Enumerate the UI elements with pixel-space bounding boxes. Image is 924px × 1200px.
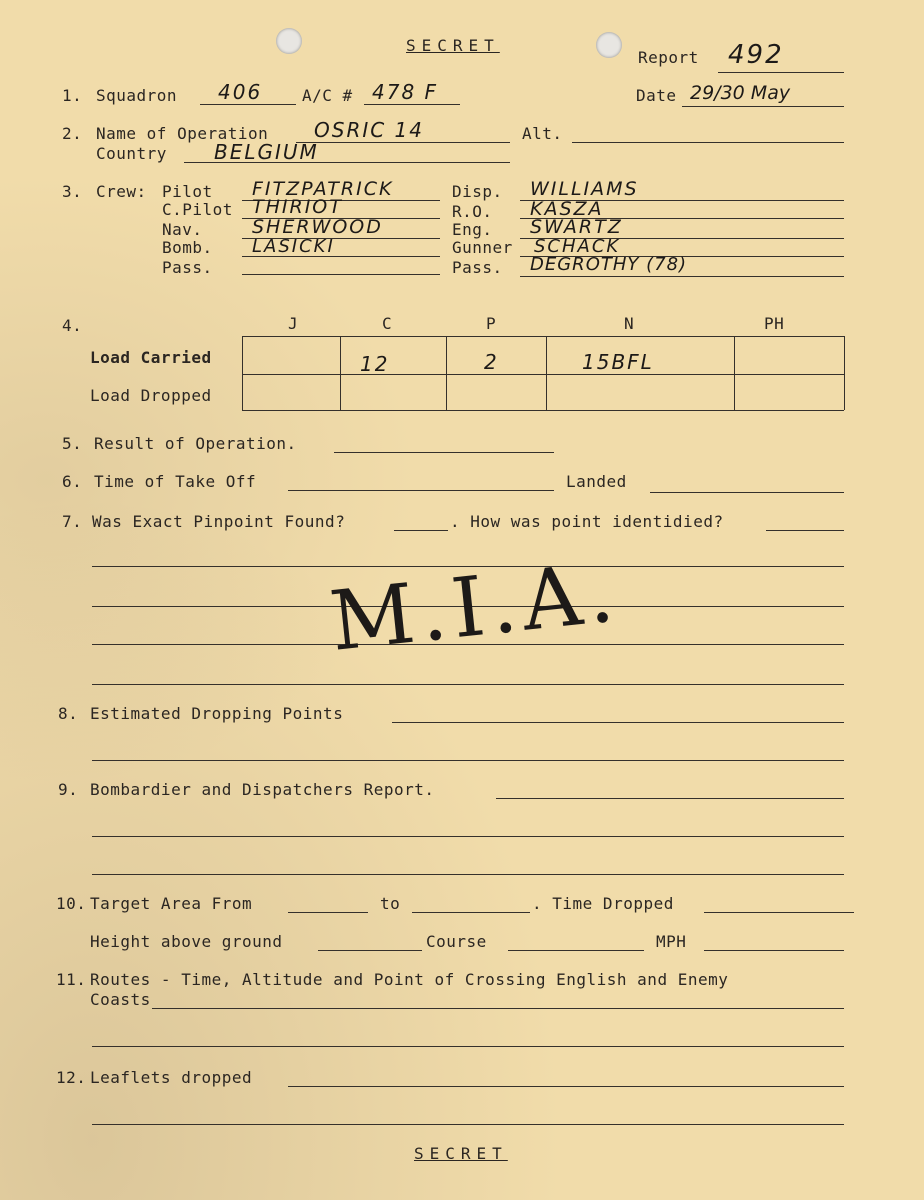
section-10-number: 10. xyxy=(56,894,87,913)
section-11-number: 11. xyxy=(56,970,87,989)
copilot-label: C.Pilot xyxy=(162,200,233,219)
copilot-value: THIRIOT xyxy=(252,196,343,218)
pinpoint-label: Was Exact Pinpoint Found? xyxy=(92,512,346,531)
pass-label: Pass. xyxy=(162,258,213,277)
aircraft-value: 478 F xyxy=(372,80,439,104)
ro-label: R.O. xyxy=(452,202,493,221)
col-c: C xyxy=(382,314,393,333)
nav-value: SHERWOOD xyxy=(252,216,383,238)
leaflets-label: Leaflets dropped xyxy=(90,1068,253,1087)
disp-label: Disp. xyxy=(452,182,503,201)
punch-hole-left xyxy=(276,28,302,54)
col-p: P xyxy=(486,314,497,333)
col-n: N xyxy=(624,314,635,333)
section-1-number: 1. xyxy=(62,86,83,105)
classification-bottom: SECRET xyxy=(414,1144,508,1163)
load-dropped-label: Load Dropped xyxy=(90,386,212,405)
pilot-value: FITZPATRICK xyxy=(252,178,394,200)
section-7-number: 7. xyxy=(62,512,83,531)
to-label: to xyxy=(380,894,401,913)
dropping-points-label: Estimated Dropping Points xyxy=(90,704,344,723)
routes-label-line2: Coasts xyxy=(90,990,151,1009)
operation-label: Name of Operation xyxy=(96,124,269,143)
mph-label: MPH xyxy=(656,932,687,951)
nav-label: Nav. xyxy=(162,220,203,239)
gunner-value: SCHACK xyxy=(534,236,621,257)
country-value: BELGIUM xyxy=(214,140,319,164)
operation-value: OSRIC 14 xyxy=(314,118,425,142)
load-carried-c: 12 xyxy=(360,352,390,376)
col-j: J xyxy=(288,314,299,333)
section-6-number: 6. xyxy=(62,472,83,491)
col-ph: PH xyxy=(764,314,785,333)
load-carried-n: 15BFL xyxy=(582,350,654,374)
section-3-number: 3. xyxy=(62,182,83,201)
result-label: Result of Operation. xyxy=(94,434,297,453)
mia-note: M.I.A. xyxy=(325,545,624,670)
eng-label: Eng. xyxy=(452,220,493,239)
pilot-label: Pilot xyxy=(162,182,213,201)
classification-top: SECRET xyxy=(406,36,500,55)
pass2-value: DEGROTHY (78) xyxy=(530,254,688,275)
course-label: Course xyxy=(426,932,487,951)
section-2-number: 2. xyxy=(62,124,83,143)
section-8-number: 8. xyxy=(58,704,79,723)
routes-label-line1: Routes - Time, Altitude and Point of Crossing English and Enemy xyxy=(90,970,729,989)
section-9-number: 9. xyxy=(58,780,79,799)
section-12-number: 12. xyxy=(56,1068,87,1087)
bomb-label: Bomb. xyxy=(162,238,213,257)
ro-value: KASZA xyxy=(530,198,604,220)
section-5-number: 5. xyxy=(62,434,83,453)
date-value: 29/30 May xyxy=(690,82,791,104)
squadron-label: Squadron xyxy=(96,86,178,105)
landed-label: Landed xyxy=(566,472,627,491)
aircraft-label: A/C # xyxy=(302,86,353,105)
pass2-label: Pass. xyxy=(452,258,503,277)
load-carried-p: 2 xyxy=(484,350,499,374)
identified-label: . How was point identidied? xyxy=(450,512,724,531)
section-4-number: 4. xyxy=(62,316,83,335)
eng-value: SWARTZ xyxy=(530,216,623,238)
bomb-value: LASICKI xyxy=(252,236,335,257)
date-label: Date xyxy=(636,86,677,105)
gunner-label: Gunner xyxy=(452,238,513,257)
height-label: Height above ground xyxy=(90,932,283,951)
punch-hole-right xyxy=(596,32,622,58)
time-dropped-label: . Time Dropped xyxy=(532,894,674,913)
squadron-value: 406 xyxy=(218,80,263,104)
country-label: Country xyxy=(96,144,167,163)
alt-label: Alt. xyxy=(522,124,563,143)
report-label: Report xyxy=(638,48,699,67)
disp-value: WILLIAMS xyxy=(530,178,639,200)
report-number: 492 xyxy=(728,40,784,70)
crew-label: Crew: xyxy=(96,182,147,201)
target-area-label: Target Area From xyxy=(90,894,253,913)
bombardier-label: Bombardier and Dispatchers Report. xyxy=(90,780,435,799)
load-carried-label: Load Carried xyxy=(90,348,212,367)
takeoff-label: Time of Take Off xyxy=(94,472,257,491)
